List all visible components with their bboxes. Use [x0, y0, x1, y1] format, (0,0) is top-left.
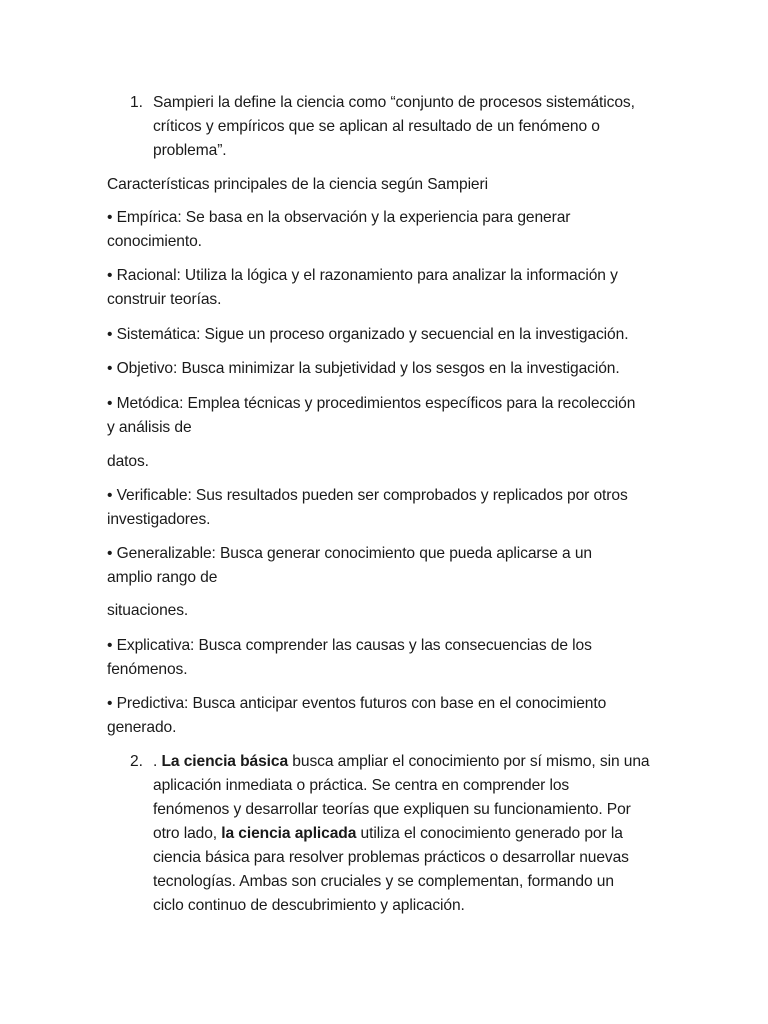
bullet-generalizable: [107, 542, 667, 590]
continuation-datos: [107, 450, 667, 474]
text-line: aplicación inmediata o práctica. Se centra en comprender los: [153, 777, 570, 794]
section-heading: Características principales de la ciencia según Sampieri: [107, 176, 488, 193]
text-run: utiliza el conocimiento generado por la: [356, 825, 623, 842]
bullet-empirica: [107, 206, 667, 254]
text-line: • Explicativa: Busca comprender las causas y las consecuencias de los: [107, 637, 592, 654]
text-line: [153, 750, 665, 774]
list-number: 2.: [130, 753, 143, 770]
text-line: datos.: [107, 453, 149, 470]
text-line: problema”.: [153, 142, 227, 159]
text-line: • Objetivo: Busca minimizar la subjetividad y los sesgos en la investigación.: [107, 360, 620, 377]
text-line: ciclo continuo de descubrimiento y aplicación.: [153, 897, 465, 914]
bold-term-ciencia-basica: La ciencia básica: [161, 753, 289, 770]
bold-term-ciencia-aplicada: la ciencia aplicada: [221, 825, 357, 842]
text-line: fenómenos.: [107, 661, 188, 678]
bullet-metodica: [107, 392, 667, 440]
text-line: • Empírica: Se basa en la observación y la experiencia para generar: [107, 209, 571, 226]
bullet-objetivo: [107, 357, 667, 381]
text-line: conocimiento.: [107, 233, 202, 250]
list-item-text: [153, 91, 665, 163]
text-line: situaciones.: [107, 602, 189, 619]
list-number: 1.: [130, 94, 143, 111]
text-line: [153, 822, 665, 846]
text-line: generado.: [107, 719, 177, 736]
text-run: busca ampliar el conocimiento por sí mismo, sin una: [288, 753, 650, 770]
text-line: • Racional: Utiliza la lógica y el razonamiento para analizar la información y: [107, 267, 618, 284]
text-line: Sampieri la define la ciencia como “conjunto de procesos sistemáticos,: [153, 94, 635, 111]
text-line: ciencia básica para resolver problemas prácticos o desarrollar nuevas: [153, 849, 629, 866]
text-line: • Sistemática: Sigue un proceso organizado y secuencial en la investigación.: [107, 326, 629, 343]
text-line: construir teorías.: [107, 291, 222, 308]
text-line: críticos y empíricos que se aplican al resultado de un fenómeno o: [153, 118, 600, 135]
text-line: tecnologías. Ambas son cruciales y se complementan, formando un: [153, 873, 614, 890]
text-line: fenómenos y desarrollar teorías que expliquen su funcionamiento. Por: [153, 801, 631, 818]
text-run: otro lado,: [153, 825, 222, 842]
text-line: • Metódica: Emplea técnicas y procedimientos específicos para la recolección: [107, 395, 636, 412]
text-line: amplio rango de: [107, 569, 218, 586]
text-line: • Verificable: Sus resultados pueden ser comprobados y replicados por otros: [107, 487, 628, 504]
text-run: .: [153, 753, 162, 770]
bullet-explicativa: [107, 634, 667, 682]
bullet-predictiva: [107, 692, 667, 740]
continuation-situaciones: [107, 599, 667, 623]
text-line: • Generalizable: Busca generar conocimiento que pueda aplicarse a un: [107, 545, 592, 562]
list-item-text: [153, 750, 665, 918]
text-line: • Predictiva: Busca anticipar eventos futuros con base en el conocimiento: [107, 695, 607, 712]
bullet-racional: [107, 264, 667, 312]
bullet-sistematica: [107, 323, 667, 347]
text-line: y análisis de: [107, 419, 192, 436]
text-line: investigadores.: [107, 511, 211, 528]
bullet-verificable: [107, 484, 667, 532]
